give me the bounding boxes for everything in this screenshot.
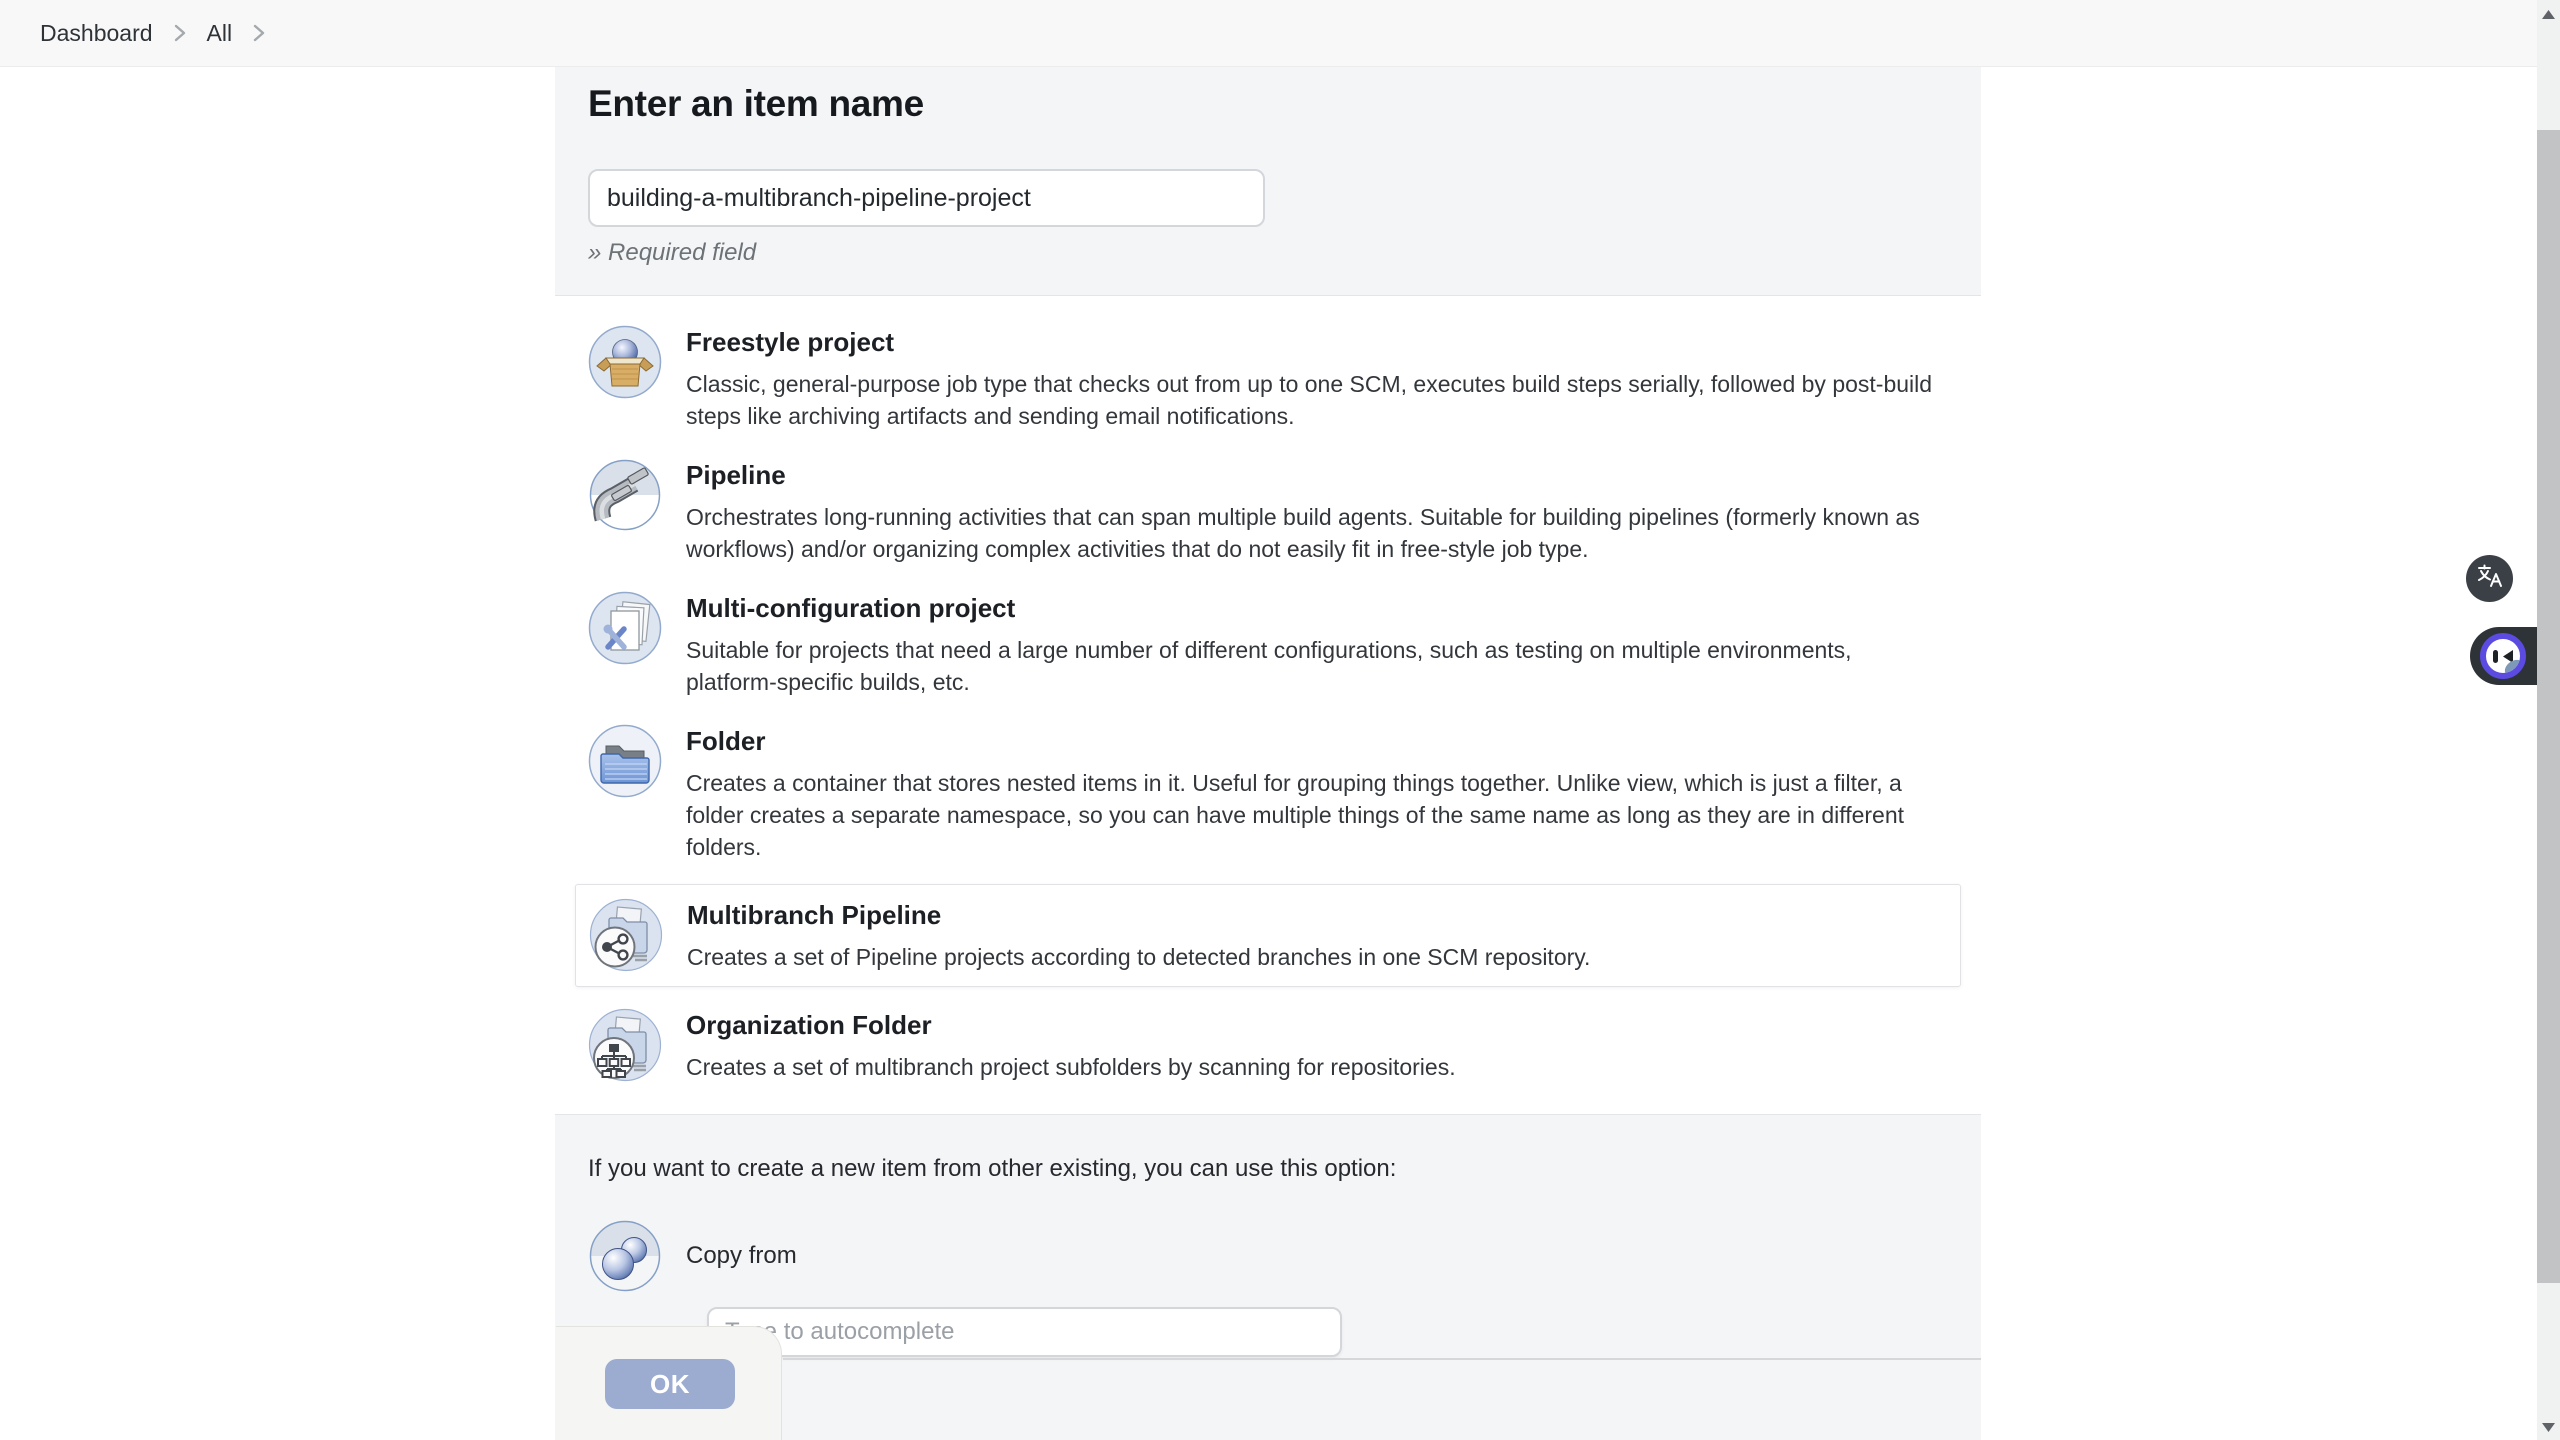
bottom-divider — [783, 1358, 1981, 1360]
assistant-button[interactable] — [2470, 627, 2537, 685]
assistant-robot-icon — [2480, 633, 2526, 679]
bottom-app-bar — [556, 1326, 782, 1440]
item-type-title: Multibranch Pipeline — [687, 900, 942, 930]
scrollbar[interactable] — [2537, 0, 2560, 1440]
item-type-multibranch-pipeline[interactable] — [575, 884, 1961, 987]
item-type-title: Freestyle project — [686, 327, 895, 357]
item-type-description: Classic, general-purpose job type that checks out from up to one SCM, executes build steps serially, followed by post-build steps like archiving artifacts and sending email notifications. — [686, 371, 1933, 429]
item-type-title: Organization Folder — [686, 1010, 932, 1040]
folder-icon — [588, 724, 662, 798]
item-type-multi-configuration[interactable] — [555, 578, 1981, 711]
breadcrumb-item-dashboard[interactable]: Dashboard — [40, 19, 153, 46]
chevron-right-icon[interactable] — [252, 23, 266, 43]
ok-button[interactable]: OK — [605, 1359, 735, 1409]
copy-from-intro-text: If you want to create a new item from other existing, you can use this option: — [588, 1155, 1397, 1182]
pipeline-icon — [588, 458, 662, 532]
item-type-description: Creates a container that stores nested items in it. Useful for grouping things together. Unlike view, which is just a filter, a folder creates a separate namespace, so you can have multiple things of the same name as long as they are in different folders. — [686, 770, 1905, 860]
chevron-right-icon — [173, 23, 187, 43]
organization-folder-icon — [588, 1008, 662, 1082]
item-type-organization-folder[interactable] — [555, 995, 1981, 1096]
translate-icon — [2474, 560, 2506, 597]
multi-configuration-icon — [588, 591, 662, 665]
name-section — [555, 67, 1981, 267]
copy-from-autocomplete-input[interactable] — [707, 1307, 1342, 1357]
breadcrumb-item-all[interactable]: All — [206, 19, 233, 46]
translate-button[interactable] — [2466, 555, 2513, 602]
item-type-description: Orchestrates long-running activities that can span multiple build agents. Suitable for building pipelines (formerly known as workflows) and/or organizing complex activities that do not easily fit in free-style job type. — [686, 504, 1920, 562]
copy-from-label: Copy from — [686, 1242, 797, 1269]
item-type-freestyle-project[interactable] — [555, 312, 1981, 445]
multibranch-pipeline-icon — [589, 898, 663, 972]
new-item-form — [555, 67, 1981, 1440]
scrollbar-up-button[interactable] — [2542, 10, 2555, 19]
copy-from-section — [555, 1115, 1981, 1357]
item-type-title: Folder — [686, 726, 766, 756]
page-title: Enter an item name — [588, 83, 924, 124]
copy-from-icon — [588, 1219, 662, 1293]
item-type-title: Multi-configuration project — [686, 593, 1016, 623]
item-type-description: Suitable for projects that need a large number of different configurations, such as testing on multiple environments, platform-specific builds, etc. — [686, 637, 1852, 695]
item-type-folder[interactable] — [555, 711, 1981, 876]
item-type-description: Creates a set of multibranch project subfolders by scanning for repositories. — [686, 1054, 1456, 1080]
freestyle-project-icon — [588, 325, 662, 399]
item-name-input[interactable] — [588, 169, 1265, 227]
scrollbar-thumb[interactable] — [2537, 130, 2560, 1283]
breadcrumb — [0, 0, 2537, 67]
scrollbar-down-button[interactable] — [2542, 1423, 2555, 1432]
item-type-title: Pipeline — [686, 460, 786, 490]
item-type-list — [555, 295, 1981, 1115]
required-field-hint: » Required field — [588, 239, 757, 266]
item-type-pipeline[interactable] — [555, 445, 1981, 578]
item-type-description: Creates a set of Pipeline projects according to detected branches in one SCM repository. — [687, 944, 1591, 970]
